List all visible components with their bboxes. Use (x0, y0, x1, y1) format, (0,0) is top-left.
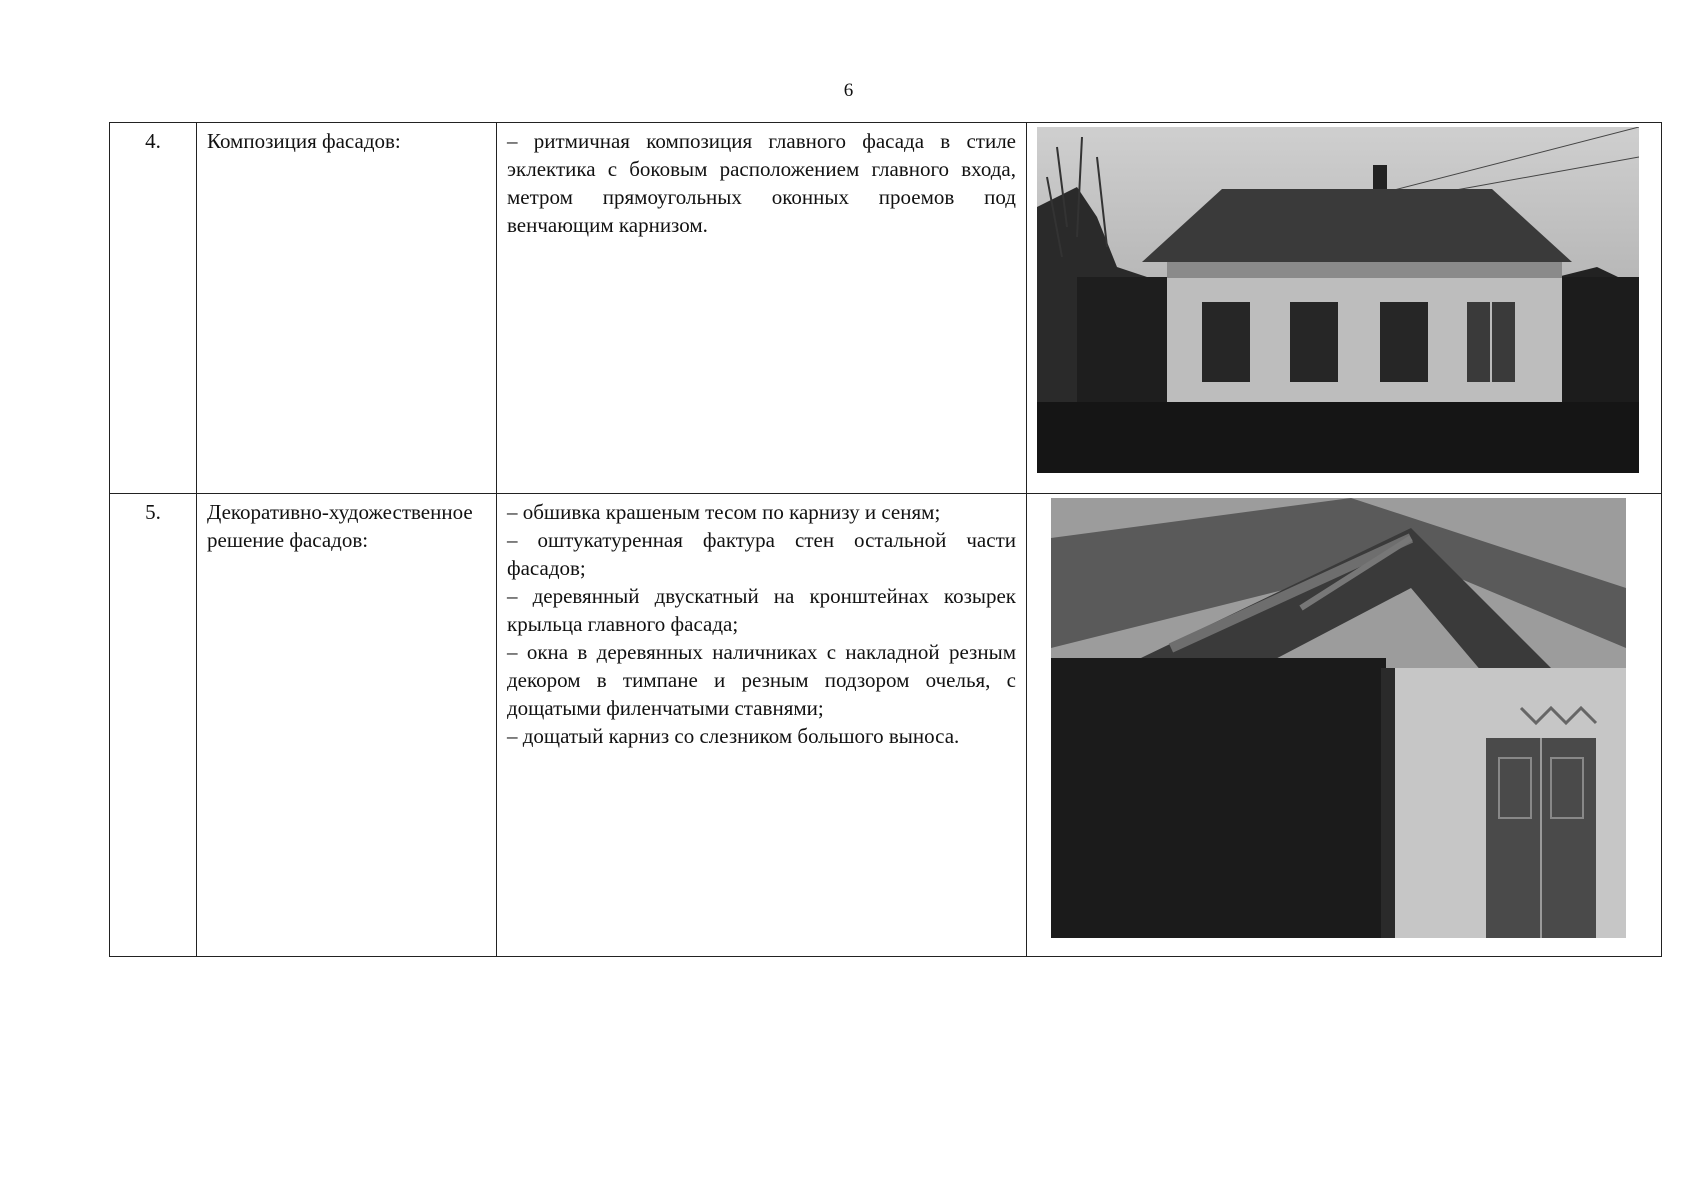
features-table (109, 122, 1662, 957)
description-line: – деревянный двускатный на кронштейнах козырек крыльца главного фасада; (507, 584, 1016, 636)
house-facade-icon (1037, 127, 1639, 473)
row-title: Декоративно-художественное решение фасадов: (197, 494, 497, 957)
row-description (497, 494, 1027, 957)
table-row (110, 123, 1662, 494)
photo-cell (1027, 494, 1662, 957)
porch-canopy-icon (1051, 498, 1626, 938)
row-number: 4. (110, 123, 197, 494)
table-row (110, 494, 1662, 957)
page-number: 6 (843, 80, 854, 101)
row-number: 5. (110, 494, 197, 957)
description-line: – дощатый карниз со слезником большого выноса. (507, 724, 960, 748)
description-line: – оштукатуренная фактура стен остальной части фасадов; (507, 528, 1016, 580)
row-title: Композиция фасадов: (197, 123, 497, 494)
description-line: – обшивка крашеным тесом по карнизу и сеням; (507, 500, 941, 524)
photo-cell (1027, 123, 1662, 494)
description-line: – окна в деревянных наличниках с накладной резным декором в тимпане и резным подзором очелья, с дощатыми филенчатыми ставнями; (507, 640, 1016, 720)
description-line: – ритмичная композиция главного фасада в стиле эклектика с боковым расположением главного входа, метром прямоугольных оконных проемов под венчающим карнизом. (507, 129, 1016, 237)
row-description (497, 123, 1027, 494)
